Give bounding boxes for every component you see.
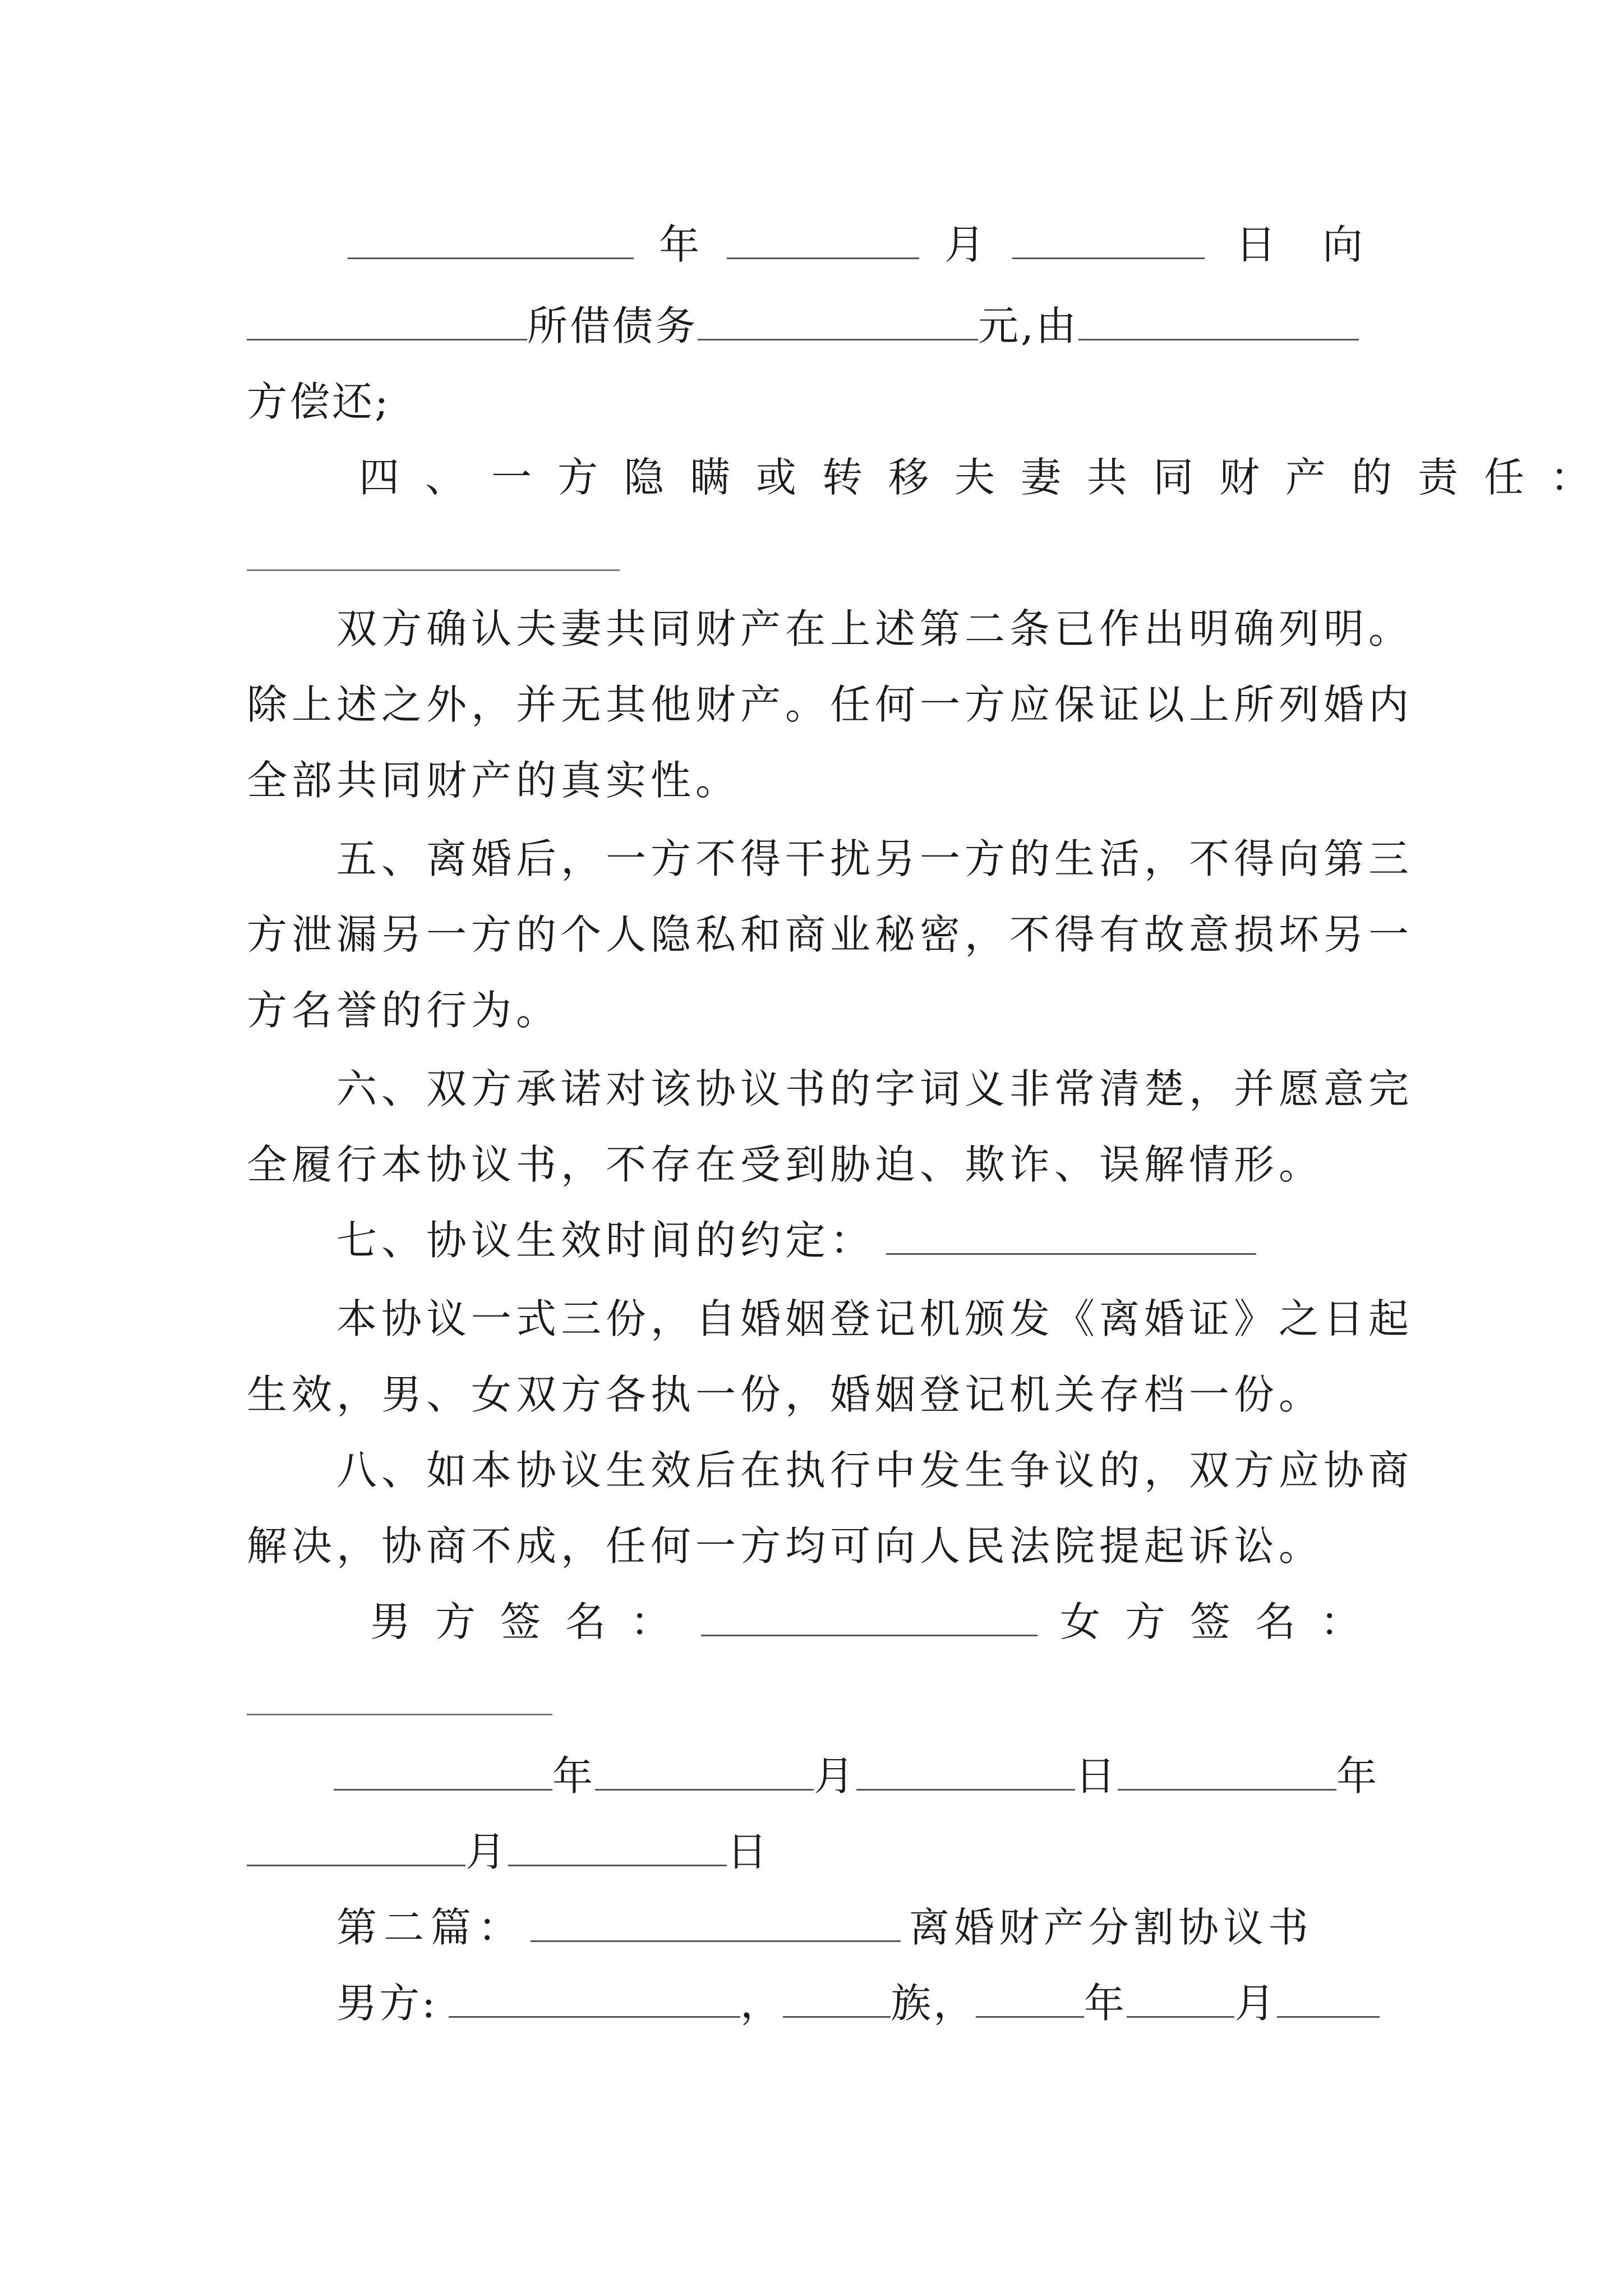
female-sign-blank[interactable] bbox=[247, 1714, 552, 1715]
female-day-blank[interactable] bbox=[508, 1831, 727, 1866]
birth-month-blank[interactable] bbox=[1127, 1982, 1234, 2018]
ethnicity-blank[interactable] bbox=[783, 1982, 891, 2018]
para-6-line-2: 全履行本协议书，不存在受到胁迫、欺诈、误解情形。 bbox=[247, 1141, 1324, 1188]
repayer-blank[interactable] bbox=[1078, 305, 1359, 341]
female-month-label: 月 bbox=[465, 1828, 509, 1875]
debt-date-line bbox=[348, 210, 1380, 272]
year-label: 年 bbox=[659, 221, 702, 268]
para-1-line-1: 双方确认夫妻共同财产在上述第二条已作出明确列明。 bbox=[336, 605, 1414, 652]
female-year-blank[interactable] bbox=[1118, 1755, 1336, 1791]
repay-text: 方偿还; bbox=[247, 378, 391, 425]
copies-line-1: 本协议一式三份，自婚姻登记机颁发《离婚证》之日起 bbox=[336, 1295, 1414, 1342]
part-2-heading bbox=[336, 1893, 1380, 1955]
para-5-line-2: 方泄漏另一方的个人隐私和商业秘密，不得有故意损坏另一 bbox=[247, 911, 1414, 958]
male-year-label: 年 bbox=[552, 1752, 596, 1800]
male-name-blank[interactable] bbox=[449, 1982, 740, 2018]
month-blank[interactable] bbox=[727, 224, 919, 259]
male-day-label: 日 bbox=[1075, 1752, 1118, 1800]
section-4-blank[interactable] bbox=[247, 569, 620, 571]
day-to-label: 日 向 bbox=[1235, 221, 1380, 268]
para-6-line-1: 六、双方承诺对该协议书的字词义非常清楚，并愿意完 bbox=[336, 1065, 1414, 1112]
female-month-blank[interactable] bbox=[247, 1831, 465, 1866]
para-8-line-1: 八、如本协议生效后在执行中发生争议的，双方应协商 bbox=[336, 1447, 1414, 1494]
ethnicity-label: 族， bbox=[891, 1980, 976, 2027]
month-label: 月 bbox=[944, 221, 988, 268]
para-8-line-2: 解决，协商不成，任何一方均可向人民法院提起诉讼。 bbox=[247, 1522, 1324, 1570]
part-2-blank[interactable] bbox=[531, 1907, 901, 1942]
signature-line bbox=[370, 1588, 1385, 1649]
sign-dates-line bbox=[334, 1742, 1385, 1803]
section-4-heading: 四、一方隐瞒或转移夫妻共同财产的责任： bbox=[359, 454, 1617, 501]
para-5-line-1: 五、离婚后，一方不得干扰另一方的生活，不得向第三 bbox=[336, 835, 1414, 882]
copies-line-2: 生效，男、女双方各执一份，婚姻登记机关存档一份。 bbox=[247, 1371, 1324, 1418]
para-1-line-3: 全部共同财产的真实性。 bbox=[247, 757, 741, 804]
male-comma: ， bbox=[740, 1980, 783, 2027]
male-sign-label: 男方签名： bbox=[370, 1598, 696, 1645]
part-2-label: 第二篇： bbox=[336, 1904, 525, 1951]
para-7-line bbox=[336, 1206, 1380, 1268]
yuan-by-label: 元,由 bbox=[978, 302, 1078, 349]
female-year-label: 年 bbox=[1336, 1752, 1380, 1800]
female-day-label: 日 bbox=[727, 1828, 770, 1875]
year-blank[interactable] bbox=[348, 224, 634, 259]
female-sign-label: 女方签名： bbox=[1059, 1598, 1385, 1645]
birth-day-blank[interactable] bbox=[1277, 1982, 1380, 2018]
day-blank[interactable] bbox=[1012, 224, 1205, 259]
amount-blank[interactable] bbox=[698, 305, 978, 341]
birth-year-label: 年 bbox=[1083, 1980, 1127, 2027]
para-1-line-2: 除上述之外，并无其他财产。任何一方应保证以上所列婚内 bbox=[247, 681, 1414, 728]
borrowed-debt-label: 所借债务 bbox=[527, 302, 698, 349]
effective-time-blank[interactable] bbox=[886, 1220, 1256, 1255]
para-7-text: 七、协议生效时间的约定： bbox=[336, 1217, 875, 1264]
male-info-line bbox=[336, 1969, 1380, 2031]
male-month-label: 月 bbox=[814, 1752, 857, 1800]
male-year-blank[interactable] bbox=[334, 1755, 552, 1791]
male-month-blank[interactable] bbox=[595, 1755, 814, 1791]
male-day-blank[interactable] bbox=[856, 1755, 1075, 1791]
debt-amount-line bbox=[247, 292, 1380, 353]
birth-year-blank[interactable] bbox=[976, 1982, 1083, 2018]
male-label: 男方: bbox=[336, 1980, 438, 2027]
part-2-title: 离婚财产分割协议书 bbox=[909, 1904, 1313, 1951]
birth-month-label: 月 bbox=[1234, 1980, 1278, 2027]
para-5-line-3: 方名誉的行为。 bbox=[247, 987, 561, 1034]
male-sign-blank[interactable] bbox=[701, 1601, 1038, 1636]
sign-dates-line-2 bbox=[247, 1818, 1380, 1879]
creditor-blank[interactable] bbox=[247, 305, 527, 341]
